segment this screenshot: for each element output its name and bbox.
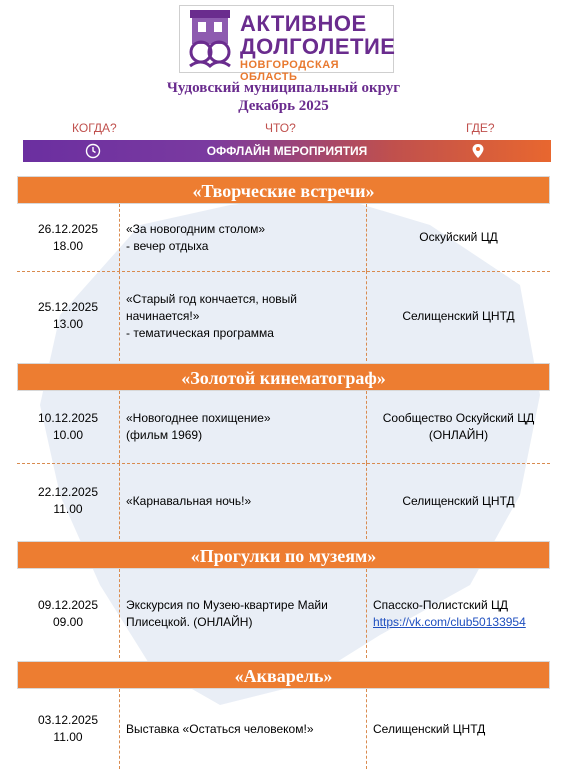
banner-label: ОФФЛАЙН МЕРОПРИЯТИЯ: [206, 144, 368, 158]
event-link[interactable]: https://vk.com/club50133954: [373, 614, 526, 629]
event-datetime: 03.12.2025 11.00: [37, 713, 99, 744]
clock-icon: [85, 143, 101, 159]
column-header-what: ЧТО?: [265, 121, 296, 135]
event-place: [366, 569, 550, 658]
event-row: [17, 569, 550, 658]
event-place: Сообщество Оскуйский ЦД (ОНЛАЙН): [366, 391, 550, 463]
event-row: [17, 689, 550, 769]
column-header-where: ГДЕ?: [466, 121, 495, 135]
district-title: Чудовский муниципальный округ: [166, 80, 401, 96]
event-datetime: 26.12.2025 18.00: [37, 221, 99, 253]
event-title: Выставка «Остаться человеком!»: [119, 689, 366, 769]
event-title: «Старый год кончается, новый начинается!» - тематическая программа: [119, 271, 366, 361]
event-datetime: 09.12.2025 09.00: [37, 597, 99, 629]
section-title-creative-meetings: «Творческие встречи»: [17, 176, 550, 204]
event-place: Оскуйский ЦД: [366, 204, 550, 271]
event-title: «Новогоднее похищение» (фильм 1969): [119, 391, 366, 463]
location-pin-icon: [471, 143, 485, 159]
logo: [179, 5, 396, 83]
logo-line-1: АКТИВНОЕ: [240, 11, 367, 36]
event-row: [17, 204, 550, 271]
event-datetime: 22.12.2025 11.00: [37, 485, 99, 516]
event-datetime: 10.12.2025 10.00: [37, 411, 99, 442]
section-title-museum-walks: «Прогулки по музеям»: [17, 541, 550, 569]
month-title: Декабрь 2025: [238, 98, 329, 114]
event-row: [17, 391, 550, 463]
event-place: Селищенский ЦНТД: [366, 689, 550, 769]
logo-line-3: НОВГОРОДСКАЯ ОБЛАСТЬ: [240, 59, 340, 83]
event-datetime: 25.12.2025 13.00: [37, 300, 99, 331]
event-place-name: Спасско-Полистский ЦД: [373, 597, 508, 612]
logo-emblem-icon: [184, 8, 236, 70]
event-title: «За новогодним столом» - вечер отдыха: [119, 204, 366, 271]
section-title-golden-cinema: «Золотой кинематограф»: [17, 363, 550, 391]
logo-line-2: ДОЛГОЛЕТИЕ: [240, 34, 396, 59]
section-title-watercolor: «Акварель»: [17, 661, 550, 689]
event-title: Экскурсия по Музею-квартире Майи Плисецкой. (ОНЛАЙН): [119, 569, 366, 658]
event-place: Селищенский ЦНТД: [366, 271, 550, 361]
event-title: «Карнавальная ночь!»: [119, 463, 366, 539]
event-row: [17, 463, 550, 539]
column-header-when: КОГДА?: [72, 121, 117, 135]
offline-events-banner: [23, 140, 551, 162]
event-place: Селищенский ЦНТД: [366, 463, 550, 539]
event-row: [17, 271, 550, 361]
